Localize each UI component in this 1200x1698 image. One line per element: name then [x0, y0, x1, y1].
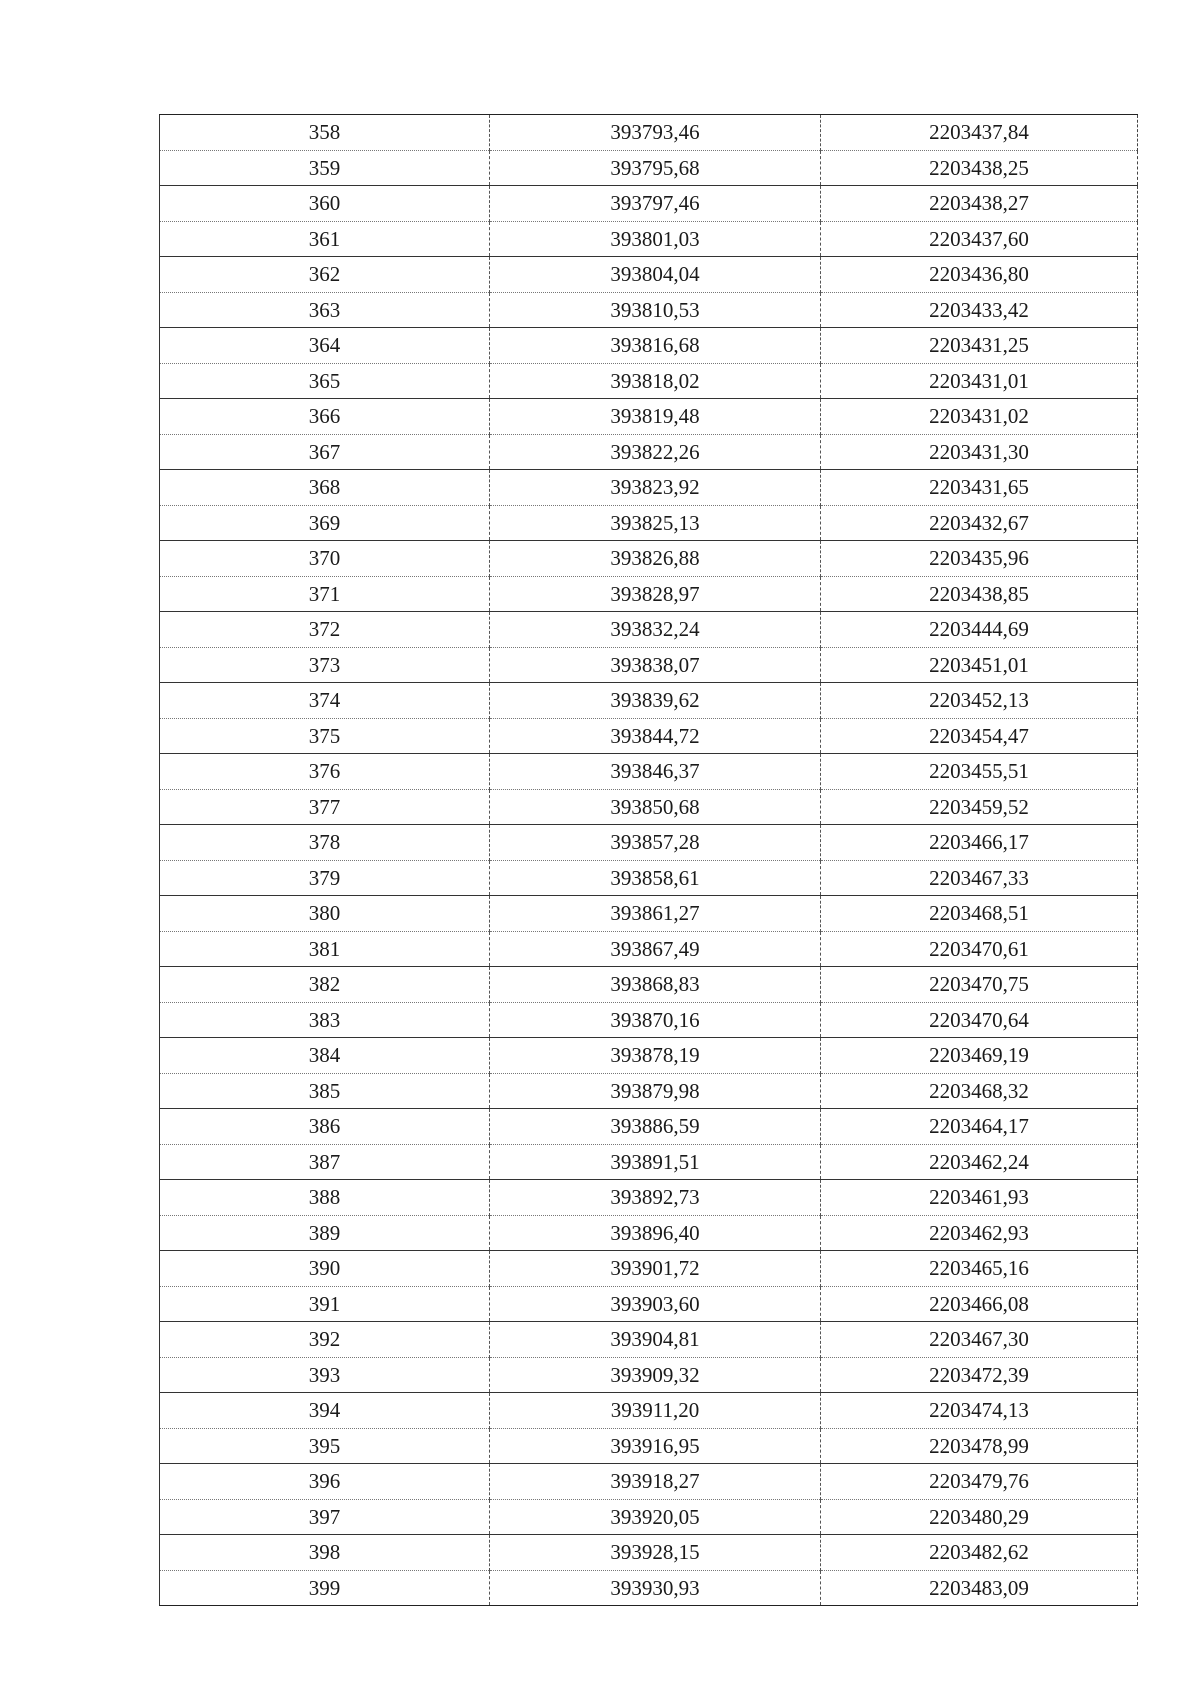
point-number-cell: 373 [160, 647, 490, 683]
x-coordinate-cell: 393904,81 [490, 1322, 821, 1358]
x-coordinate-cell: 393918,27 [490, 1464, 821, 1500]
y-coordinate-cell: 2203470,64 [821, 1002, 1138, 1038]
table-row [160, 896, 1138, 932]
x-coordinate-cell: 393928,15 [490, 1535, 821, 1571]
table-row [160, 1073, 1138, 1109]
point-number-cell: 397 [160, 1499, 490, 1535]
y-coordinate-cell: 2203470,75 [821, 967, 1138, 1003]
x-coordinate-cell: 393901,72 [490, 1251, 821, 1287]
y-coordinate-cell: 2203482,62 [821, 1535, 1138, 1571]
table-row [160, 541, 1138, 577]
table-row [160, 647, 1138, 683]
y-coordinate-cell: 2203436,80 [821, 257, 1138, 293]
table-row [160, 328, 1138, 364]
y-coordinate-cell: 2203433,42 [821, 292, 1138, 328]
y-coordinate-cell: 2203462,24 [821, 1144, 1138, 1180]
table-row [160, 1322, 1138, 1358]
table-row [160, 1109, 1138, 1145]
y-coordinate-cell: 2203474,13 [821, 1393, 1138, 1429]
table-row [160, 221, 1138, 257]
table-row [160, 292, 1138, 328]
point-number-cell: 370 [160, 541, 490, 577]
y-coordinate-cell: 2203464,17 [821, 1109, 1138, 1145]
table-row [160, 1357, 1138, 1393]
point-number-cell: 392 [160, 1322, 490, 1358]
y-coordinate-cell: 2203431,30 [821, 434, 1138, 470]
table-row [160, 505, 1138, 541]
point-number-cell: 383 [160, 1002, 490, 1038]
point-number-cell: 381 [160, 931, 490, 967]
point-number-cell: 379 [160, 860, 490, 896]
x-coordinate-cell: 393870,16 [490, 1002, 821, 1038]
point-number-cell: 386 [160, 1109, 490, 1145]
table-row [160, 1286, 1138, 1322]
y-coordinate-cell: 2203459,52 [821, 789, 1138, 825]
table-row [160, 1535, 1138, 1571]
table-row [160, 789, 1138, 825]
point-number-cell: 367 [160, 434, 490, 470]
table-row [160, 1570, 1138, 1606]
table-row [160, 1002, 1138, 1038]
y-coordinate-cell: 2203466,08 [821, 1286, 1138, 1322]
table-row [160, 1180, 1138, 1216]
y-coordinate-cell: 2203462,93 [821, 1215, 1138, 1251]
table-row [160, 825, 1138, 861]
table-row [160, 1499, 1138, 1535]
point-number-cell: 363 [160, 292, 490, 328]
table-row [160, 718, 1138, 754]
y-coordinate-cell: 2203478,99 [821, 1428, 1138, 1464]
table-row [160, 1464, 1138, 1500]
x-coordinate-cell: 393793,46 [490, 115, 821, 151]
point-number-cell: 375 [160, 718, 490, 754]
point-number-cell: 371 [160, 576, 490, 612]
table-row [160, 1393, 1138, 1429]
x-coordinate-cell: 393825,13 [490, 505, 821, 541]
y-coordinate-cell: 2203455,51 [821, 754, 1138, 790]
y-coordinate-cell: 2203452,13 [821, 683, 1138, 719]
point-number-cell: 362 [160, 257, 490, 293]
x-coordinate-cell: 393810,53 [490, 292, 821, 328]
point-number-cell: 360 [160, 186, 490, 222]
x-coordinate-cell: 393838,07 [490, 647, 821, 683]
table-row [160, 115, 1138, 151]
x-coordinate-cell: 393797,46 [490, 186, 821, 222]
y-coordinate-cell: 2203468,32 [821, 1073, 1138, 1109]
point-number-cell: 369 [160, 505, 490, 541]
y-coordinate-cell: 2203469,19 [821, 1038, 1138, 1074]
y-coordinate-cell: 2203454,47 [821, 718, 1138, 754]
x-coordinate-cell: 393804,04 [490, 257, 821, 293]
x-coordinate-cell: 393795,68 [490, 150, 821, 186]
point-number-cell: 374 [160, 683, 490, 719]
table-row [160, 1144, 1138, 1180]
table-row [160, 1215, 1138, 1251]
point-number-cell: 382 [160, 967, 490, 1003]
point-number-cell: 394 [160, 1393, 490, 1429]
x-coordinate-cell: 393878,19 [490, 1038, 821, 1074]
x-coordinate-cell: 393850,68 [490, 789, 821, 825]
x-coordinate-cell: 393846,37 [490, 754, 821, 790]
x-coordinate-cell: 393816,68 [490, 328, 821, 364]
y-coordinate-cell: 2203467,30 [821, 1322, 1138, 1358]
x-coordinate-cell: 393826,88 [490, 541, 821, 577]
table-row [160, 1038, 1138, 1074]
point-number-cell: 390 [160, 1251, 490, 1287]
point-number-cell: 365 [160, 363, 490, 399]
coordinates-table-body [160, 115, 1138, 1606]
point-number-cell: 388 [160, 1180, 490, 1216]
x-coordinate-cell: 393930,93 [490, 1570, 821, 1606]
x-coordinate-cell: 393832,24 [490, 612, 821, 648]
point-number-cell: 368 [160, 470, 490, 506]
table-row [160, 754, 1138, 790]
point-number-cell: 380 [160, 896, 490, 932]
table-row [160, 612, 1138, 648]
x-coordinate-cell: 393909,32 [490, 1357, 821, 1393]
y-coordinate-cell: 2203472,39 [821, 1357, 1138, 1393]
point-number-cell: 393 [160, 1357, 490, 1393]
x-coordinate-cell: 393828,97 [490, 576, 821, 612]
x-coordinate-cell: 393886,59 [490, 1109, 821, 1145]
y-coordinate-cell: 2203431,65 [821, 470, 1138, 506]
y-coordinate-cell: 2203435,96 [821, 541, 1138, 577]
y-coordinate-cell: 2203437,60 [821, 221, 1138, 257]
x-coordinate-cell: 393839,62 [490, 683, 821, 719]
x-coordinate-cell: 393879,98 [490, 1073, 821, 1109]
x-coordinate-cell: 393823,92 [490, 470, 821, 506]
table-row [160, 683, 1138, 719]
point-number-cell: 385 [160, 1073, 490, 1109]
table-row [160, 1251, 1138, 1287]
y-coordinate-cell: 2203438,27 [821, 186, 1138, 222]
y-coordinate-cell: 2203466,17 [821, 825, 1138, 861]
x-coordinate-cell: 393861,27 [490, 896, 821, 932]
table-row [160, 1428, 1138, 1464]
point-number-cell: 387 [160, 1144, 490, 1180]
table-row [160, 860, 1138, 896]
point-number-cell: 398 [160, 1535, 490, 1571]
y-coordinate-cell: 2203483,09 [821, 1570, 1138, 1606]
y-coordinate-cell: 2203438,25 [821, 150, 1138, 186]
x-coordinate-cell: 393822,26 [490, 434, 821, 470]
y-coordinate-cell: 2203438,85 [821, 576, 1138, 612]
y-coordinate-cell: 2203431,25 [821, 328, 1138, 364]
x-coordinate-cell: 393892,73 [490, 1180, 821, 1216]
point-number-cell: 384 [160, 1038, 490, 1074]
y-coordinate-cell: 2203451,01 [821, 647, 1138, 683]
table-row [160, 470, 1138, 506]
y-coordinate-cell: 2203467,33 [821, 860, 1138, 896]
point-number-cell: 361 [160, 221, 490, 257]
point-number-cell: 396 [160, 1464, 490, 1500]
y-coordinate-cell: 2203431,01 [821, 363, 1138, 399]
x-coordinate-cell: 393896,40 [490, 1215, 821, 1251]
y-coordinate-cell: 2203468,51 [821, 896, 1138, 932]
table-row [160, 931, 1138, 967]
table-row [160, 150, 1138, 186]
table-row [160, 399, 1138, 435]
point-number-cell: 376 [160, 754, 490, 790]
x-coordinate-cell: 393858,61 [490, 860, 821, 896]
y-coordinate-cell: 2203465,16 [821, 1251, 1138, 1287]
x-coordinate-cell: 393911,20 [490, 1393, 821, 1429]
x-coordinate-cell: 393891,51 [490, 1144, 821, 1180]
point-number-cell: 358 [160, 115, 490, 151]
x-coordinate-cell: 393819,48 [490, 399, 821, 435]
point-number-cell: 391 [160, 1286, 490, 1322]
table-row [160, 257, 1138, 293]
point-number-cell: 399 [160, 1570, 490, 1606]
y-coordinate-cell: 2203432,67 [821, 505, 1138, 541]
y-coordinate-cell: 2203437,84 [821, 115, 1138, 151]
x-coordinate-cell: 393801,03 [490, 221, 821, 257]
x-coordinate-cell: 393867,49 [490, 931, 821, 967]
point-number-cell: 359 [160, 150, 490, 186]
table-row [160, 363, 1138, 399]
point-number-cell: 377 [160, 789, 490, 825]
point-number-cell: 389 [160, 1215, 490, 1251]
table-row [160, 967, 1138, 1003]
x-coordinate-cell: 393818,02 [490, 363, 821, 399]
coordinates-table [159, 114, 1138, 1606]
y-coordinate-cell: 2203444,69 [821, 612, 1138, 648]
x-coordinate-cell: 393844,72 [490, 718, 821, 754]
table-row [160, 434, 1138, 470]
y-coordinate-cell: 2203461,93 [821, 1180, 1138, 1216]
point-number-cell: 378 [160, 825, 490, 861]
point-number-cell: 395 [160, 1428, 490, 1464]
x-coordinate-cell: 393857,28 [490, 825, 821, 861]
y-coordinate-cell: 2203480,29 [821, 1499, 1138, 1535]
point-number-cell: 364 [160, 328, 490, 364]
table-row [160, 186, 1138, 222]
x-coordinate-cell: 393903,60 [490, 1286, 821, 1322]
y-coordinate-cell: 2203479,76 [821, 1464, 1138, 1500]
y-coordinate-cell: 2203470,61 [821, 931, 1138, 967]
x-coordinate-cell: 393920,05 [490, 1499, 821, 1535]
x-coordinate-cell: 393868,83 [490, 967, 821, 1003]
point-number-cell: 366 [160, 399, 490, 435]
point-number-cell: 372 [160, 612, 490, 648]
x-coordinate-cell: 393916,95 [490, 1428, 821, 1464]
table-row [160, 576, 1138, 612]
y-coordinate-cell: 2203431,02 [821, 399, 1138, 435]
